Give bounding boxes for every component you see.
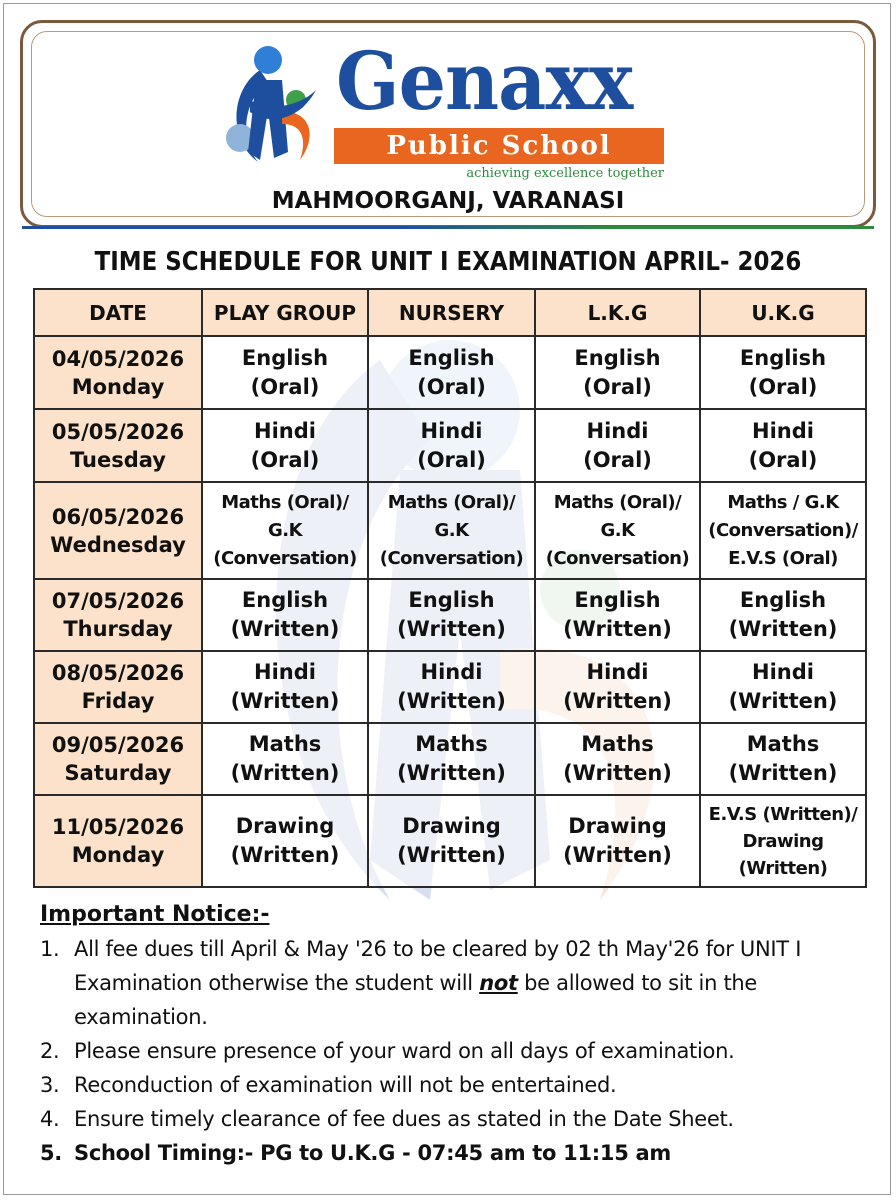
exam-day: Friday: [81, 689, 155, 713]
subject-cell: [202, 795, 368, 887]
notice-number: 3.: [40, 1073, 60, 1097]
subject-line: English: [408, 588, 495, 612]
school-logo-icon: [220, 40, 330, 170]
notice-emphasis: not: [479, 971, 518, 995]
subject-line: (Written): [563, 843, 672, 867]
date-cell: [34, 579, 202, 651]
exam-day: Wednesday: [50, 532, 186, 557]
subject-line: E.V.S (Written)/: [708, 803, 858, 825]
subject-cell: [368, 409, 535, 482]
subject-cell: [368, 723, 535, 795]
subject-line: Maths: [248, 732, 322, 756]
subject-line: Maths / G.K: [727, 491, 839, 513]
subject-line: English: [739, 588, 827, 612]
subject-line: (Written): [563, 617, 672, 641]
subject-line: (Written): [230, 689, 340, 713]
exam-schedule-table: [33, 288, 867, 888]
subject-line: G.K: [267, 519, 303, 541]
subject-line: (Oral): [748, 447, 818, 472]
subject-line: (Written): [230, 617, 340, 641]
school-name: Genaxx: [336, 34, 633, 128]
subject-cell: [202, 723, 368, 795]
notice-text: School Timing:- PG to U.K.G - 07:45 am to 11:15 am: [74, 1141, 671, 1165]
subject-line: G.K: [600, 519, 635, 541]
table-row: [34, 482, 866, 579]
subject-line: (Conversation): [379, 547, 524, 569]
subject-line: (Oral): [583, 447, 652, 472]
subject-line: English: [739, 345, 827, 370]
subject-line: (Conversation)/: [708, 519, 858, 541]
subject-line: Hindi: [254, 660, 316, 684]
exam-day: Monday: [71, 374, 165, 399]
notice-number: 4.: [40, 1107, 60, 1131]
subject-line: Hindi: [752, 660, 814, 684]
exam-date: 05/05/2026: [51, 419, 185, 444]
subject-line: Hindi: [752, 418, 814, 443]
header-divider: [22, 226, 874, 229]
subject-cell: [535, 651, 700, 723]
subject-line: Maths (Oral)/: [221, 491, 349, 513]
subject-line: English: [408, 345, 495, 370]
exam-date: 11/05/2026: [51, 815, 185, 839]
subject-cell: [700, 336, 866, 409]
subject-line: (Oral): [417, 447, 486, 472]
subject-line: (Oral): [583, 374, 652, 399]
subject-line: (Conversation): [545, 547, 690, 569]
table-row: [34, 723, 866, 795]
notice-number: 1.: [40, 937, 60, 961]
exam-day: Monday: [71, 843, 165, 867]
notice-item: [40, 1136, 870, 1170]
notice-item: [40, 932, 870, 1034]
subject-cell: [535, 409, 700, 482]
important-notice: [40, 898, 870, 1170]
subject-cell: [535, 795, 700, 887]
table-row: [34, 336, 866, 409]
column-header-date: DATE: [34, 289, 202, 336]
notice-item: [40, 1102, 870, 1136]
subject-cell: [535, 579, 700, 651]
subject-line: G.K: [434, 519, 469, 541]
subject-cell: [202, 409, 368, 482]
subject-line: (Written): [563, 761, 672, 785]
column-header-play-group: PLAY GROUP: [202, 289, 368, 336]
subject-cell: [700, 482, 866, 579]
subject-line: Maths: [746, 732, 820, 756]
subject-cell: [535, 336, 700, 409]
exam-day: Saturday: [64, 761, 172, 785]
notice-text: Ensure timely clearance of fee dues as stated in the Date Sheet.: [74, 1107, 734, 1131]
column-header-lkg: L.K.G: [535, 289, 700, 336]
subject-line: (Oral): [250, 447, 320, 472]
subject-cell: [368, 579, 535, 651]
subject-line: Drawing: [742, 830, 824, 852]
column-header-nursery: NURSERY: [368, 289, 535, 336]
subject-line: (Written): [397, 689, 506, 713]
subject-line: Drawing: [568, 814, 667, 838]
table-header-row: [34, 289, 866, 336]
notice-item: [40, 1034, 870, 1068]
notice-text: Reconduction of examination will not be entertained.: [74, 1073, 617, 1097]
subject-cell: [535, 723, 700, 795]
table-row: [34, 409, 866, 482]
subject-line: English: [574, 588, 661, 612]
subject-line: Drawing: [402, 814, 501, 838]
subject-line: English: [241, 588, 329, 612]
table-row: [34, 651, 866, 723]
subject-cell: [202, 651, 368, 723]
subject-line: (Written): [397, 617, 506, 641]
exam-date: 04/05/2026: [51, 346, 185, 371]
subject-cell: [368, 336, 535, 409]
school-subtitle: Public School: [334, 128, 664, 164]
exam-date: 08/05/2026: [51, 661, 185, 685]
subject-line: (Written): [230, 761, 340, 785]
subject-line: (Written): [738, 857, 828, 879]
subject-cell: [535, 482, 700, 579]
subject-line: Maths: [415, 732, 488, 756]
notice-heading: Important Notice:-: [40, 902, 270, 927]
column-header-ukg: U.K.G: [700, 289, 866, 336]
exam-day: Tuesday: [70, 447, 166, 472]
subject-line: Maths: [581, 732, 654, 756]
subject-line: English: [574, 345, 661, 370]
subject-cell: [202, 482, 368, 579]
subject-line: Hindi: [254, 418, 316, 443]
date-cell: [34, 409, 202, 482]
subject-line: Maths (Oral)/: [553, 491, 682, 513]
exam-date: 07/05/2026: [51, 589, 185, 613]
notice-text: Please ensure presence of your ward on all days of examination.: [74, 1039, 735, 1063]
subject-line: (Written): [728, 761, 838, 785]
subject-cell: [368, 651, 535, 723]
table-row: [34, 795, 866, 887]
subject-cell: [202, 579, 368, 651]
subject-line: Hindi: [420, 660, 483, 684]
exam-date: 09/05/2026: [51, 733, 185, 757]
subject-line: Maths (Oral)/: [387, 491, 516, 513]
subject-line: Hindi: [586, 418, 649, 443]
subject-line: (Oral): [250, 374, 320, 399]
subject-line: Hindi: [586, 660, 649, 684]
subject-cell: [202, 336, 368, 409]
subject-cell: [368, 482, 535, 579]
date-cell: [34, 723, 202, 795]
school-location: MAHMOORGANJ, VARANASI: [271, 188, 625, 214]
date-cell: [34, 482, 202, 579]
notice-text: be allowed to sit in the examination.: [74, 971, 758, 1029]
subject-cell: [700, 409, 866, 482]
subject-line: (Written): [563, 689, 672, 713]
subject-line: (Oral): [417, 374, 486, 399]
notice-number: 5.: [40, 1141, 62, 1165]
subject-line: Hindi: [420, 418, 483, 443]
subject-line: (Written): [230, 843, 340, 867]
exam-date: 06/05/2026: [51, 504, 185, 529]
subject-cell: [700, 723, 866, 795]
subject-cell: [700, 579, 866, 651]
subject-line: (Written): [397, 761, 506, 785]
subject-cell: [368, 795, 535, 887]
page-title: TIME SCHEDULE FOR UNIT I EXAMINATION APRIL- 2026: [94, 247, 802, 277]
notice-number: 2.: [40, 1039, 60, 1063]
subject-line: (Oral): [748, 374, 818, 399]
subject-line: Drawing: [235, 814, 335, 838]
table-row: [34, 579, 866, 651]
subject-cell: [700, 795, 866, 887]
date-cell: [34, 336, 202, 409]
date-cell: [34, 651, 202, 723]
subject-line: (Written): [728, 617, 838, 641]
subject-line: English: [241, 345, 329, 370]
subject-cell: [700, 651, 866, 723]
notice-text: All fee dues till April & May '26 to be cleared by 02 th May'26 for UNIT I Examination otherwise the student will: [74, 937, 802, 995]
subject-line: (Conversation): [213, 547, 357, 569]
notice-list: [40, 932, 870, 1170]
notice-item: [40, 1068, 870, 1102]
date-cell: [34, 795, 202, 887]
exam-day: Thursday: [63, 617, 173, 641]
subject-line: (Written): [397, 843, 506, 867]
subject-line: E.V.S (Oral): [728, 547, 838, 569]
school-tagline: achieving excellence together: [466, 166, 664, 181]
subject-line: (Written): [728, 689, 838, 713]
